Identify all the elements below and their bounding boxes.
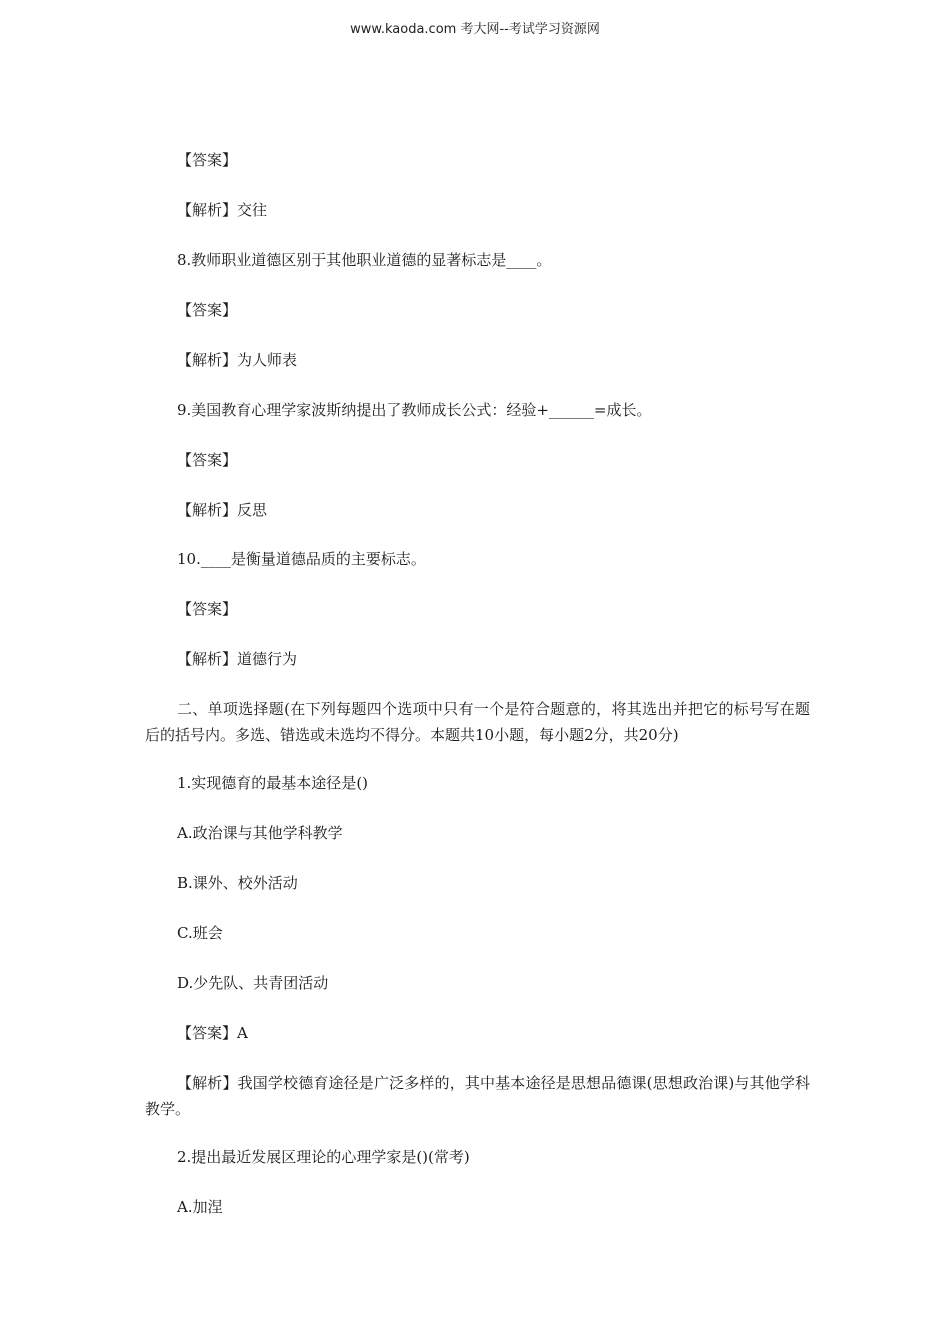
analysis-paragraph: 【解析】我国学校德育途径是广泛多样的，其中基本途径是思想品德课(思想政治课)与其他学科教学。 (145, 1074, 810, 1118)
question-9: 9.美国教育心理学家波斯纳提出了教师成长公式：经验+______=成长。 (177, 401, 652, 419)
page-header (0, 18, 950, 37)
question-10: 10.____是衡量道德品质的主要标志。 (177, 550, 426, 568)
analysis-line: 【解析】为人师表 (177, 351, 298, 369)
option-a: A.政治课与其他学科教学 (177, 824, 343, 842)
question-2-stem: 2.提出最近发展区理论的心理学家是()(常考) (177, 1148, 470, 1166)
answer-label: 【答案】 (177, 600, 238, 618)
answer-label: 【答案】 (177, 451, 238, 469)
analysis-line: 【解析】反思 (177, 501, 268, 519)
option-a: A.加涅 (177, 1198, 223, 1216)
option-b: B.课外、校外活动 (177, 874, 298, 892)
analysis-line: 【解析】道德行为 (177, 650, 298, 668)
question-1-stem: 1.实现德育的最基本途径是() (177, 774, 369, 792)
question-8: 8.教师职业道德区别于其他职业道德的显著标志是____。 (177, 251, 552, 269)
answer-label: 【答案】 (177, 301, 238, 319)
answer-line: 【答案】A (177, 1024, 248, 1042)
answer-label: 【答案】 (177, 151, 238, 169)
option-d: D.少先队、共青团活动 (177, 974, 329, 992)
option-c: C.班会 (177, 924, 223, 942)
analysis-line: 【解析】交往 (177, 201, 268, 219)
header-site: www.kaoda.com (350, 22, 457, 37)
header-title: 考大网--考试学习资源网 (460, 22, 600, 37)
section-heading: 二、单项选择题(在下列每题四个选项中只有一个是符合题意的，将其选出并把它的标号写在题后的括号内。多选、错选或未选均不得分。本题共10小题，每小题2分，共20分) (145, 700, 810, 744)
